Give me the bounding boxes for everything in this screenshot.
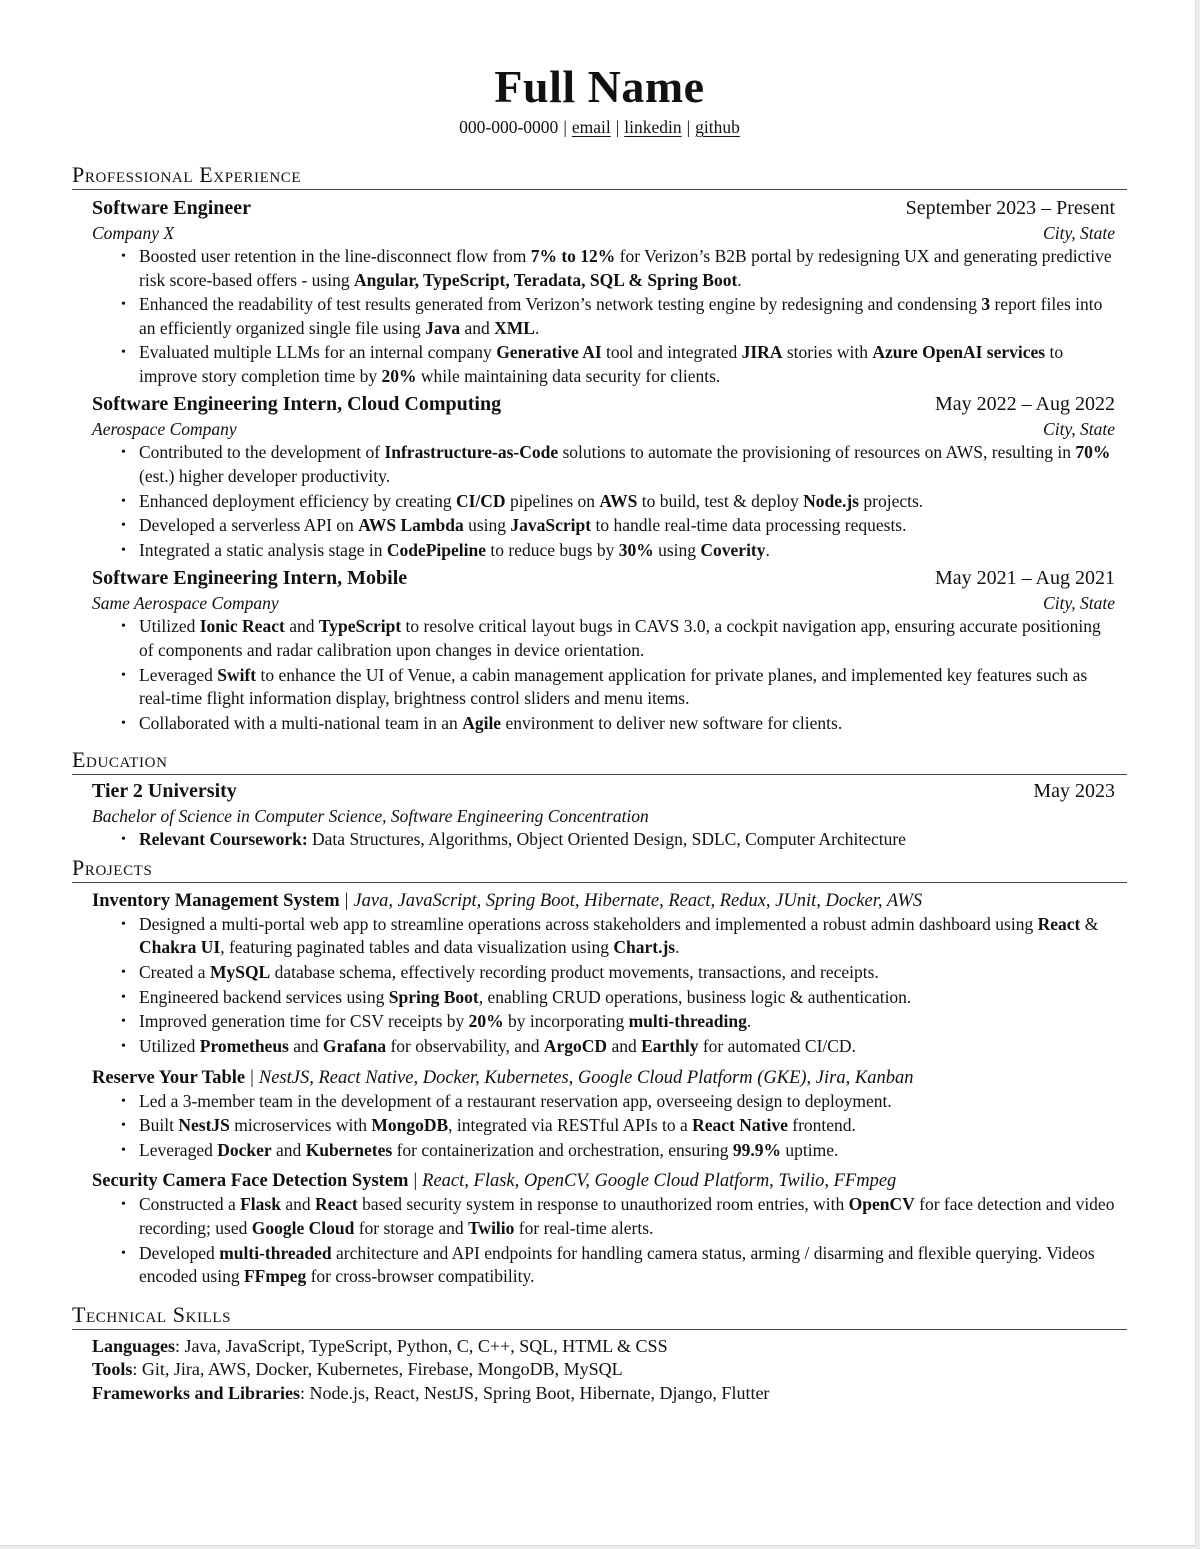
bullet-highlight: ArgoCD	[543, 1036, 608, 1057]
bullet-highlight: JavaScript	[510, 515, 592, 536]
bullet-item	[139, 539, 1115, 563]
bullet-text: Leveraged	[139, 1139, 218, 1160]
bullet-highlight: Prometheus	[199, 1036, 289, 1057]
job-header	[92, 391, 1115, 417]
bullet-highlight: MongoDB	[371, 1115, 449, 1136]
bullet-highlight: AWS	[599, 490, 638, 511]
bullet-text: pipelines on	[505, 490, 600, 511]
bullet-highlight: Kubernetes	[305, 1139, 393, 1160]
bullet-list	[92, 1090, 1115, 1163]
bullet-text: report files into an efficiently organized single file using	[139, 294, 1103, 338]
bullet-highlight: Java	[425, 317, 461, 338]
bullet-text: and	[284, 616, 319, 637]
skill-row	[92, 1335, 1127, 1359]
email-link[interactable]: email	[571, 117, 611, 137]
project-header	[92, 889, 1115, 913]
project-tech-stack: NestJS, React Native, Docker, Kubernetes, Google Cloud Platform (GKE), Jira, Kanban	[258, 1067, 914, 1088]
project-name: Security Camera Face Detection System	[92, 1171, 409, 1192]
education-entry	[72, 778, 1127, 852]
bullet-text: to enhance the UI of Venue, a cabin management application for private planes, and implemented key features such as real-time flight information display, brightness control sliders and menu items.	[139, 664, 1088, 709]
project-header	[92, 1066, 1115, 1090]
bullet-highlight: React	[314, 1194, 358, 1215]
bullet-highlight: JIRA	[741, 342, 783, 363]
job-subheader	[92, 591, 1115, 615]
project-name: Reserve Your Table	[92, 1067, 246, 1088]
bullet-highlight: Swift	[217, 664, 257, 685]
bullet-text: stories with	[782, 342, 873, 363]
bullet-text: tool and integrated	[601, 342, 742, 363]
bullet-text: for cross-browser compatibility.	[306, 1266, 535, 1287]
separator: |	[413, 1171, 418, 1192]
bullet-text: for observability, and	[386, 1036, 544, 1057]
graduation-date: May 2023	[1033, 780, 1115, 803]
bullet-text: and	[271, 1139, 306, 1160]
bullet-text: using	[463, 515, 511, 536]
education-header	[92, 778, 1115, 804]
job-header	[92, 565, 1115, 591]
coursework-label: Relevant Coursework:	[139, 829, 308, 850]
bullet-text: .	[737, 269, 742, 290]
bullet-item	[139, 245, 1115, 292]
bullet-highlight: Generative AI	[496, 342, 602, 363]
job-subheader	[92, 417, 1115, 441]
bullet-text: to improve story completion time by	[139, 342, 1064, 386]
bullet-highlight: XML	[494, 317, 535, 338]
bullet-highlight: Spring Boot	[388, 986, 479, 1007]
bullet-text: architecture and API endpoints for handling camera status, arming / disarming and flexible querying. Videos encoded using	[139, 1242, 1095, 1287]
bullet-text: for face detection and video recording; used	[139, 1194, 1115, 1238]
section-title-projects: Projects	[72, 855, 1127, 883]
section-title-experience: Professional Experience	[72, 162, 1127, 190]
project-header	[92, 1169, 1115, 1193]
full-name: Full Name	[494, 61, 705, 112]
section-title-skills: Technical Skills	[72, 1302, 1127, 1330]
bullet-text: uptime.	[781, 1139, 839, 1160]
bullet-text: , enabling CRUD operations, business logic & authentication.	[478, 986, 912, 1007]
bullet-text: solutions to automate the provisioning of resources on AWS, resulting in	[558, 442, 1076, 463]
bullet-list	[92, 441, 1115, 562]
bullet-text: to resolve critical layout bugs in CAVS 3.0, a cockpit navigation app, ensuring accurate positioning of components and radar calibration upon changes in device orientation.	[139, 616, 1101, 660]
degree-row	[92, 804, 1115, 828]
bullet-text: (est.) higher developer productivity.	[139, 465, 391, 486]
degree: Bachelor of Science in Computer Science, Software Engineering Concentration	[92, 806, 649, 827]
bullet-highlight: Angular, TypeScript, Teradata, SQL & Spring Boot	[353, 269, 738, 290]
resume-content	[72, 58, 1127, 1405]
bullet-list	[92, 1193, 1115, 1288]
bullet-highlight: Flask	[240, 1194, 281, 1215]
project-entry	[72, 889, 1127, 1059]
bullet-item	[139, 986, 1115, 1010]
bullet-text: Enhanced the readability of test results generated from Verizon’s network testing engine by redesigning and condensing	[139, 294, 982, 315]
bullet-text: , integrated via RESTful APIs to a	[448, 1115, 693, 1136]
bullet-highlight: TypeScript	[318, 616, 402, 637]
skill-label: Frameworks and Libraries	[92, 1382, 300, 1403]
bullet-highlight: Chakra UI	[139, 937, 221, 958]
bullet-text: .	[765, 539, 770, 560]
bullet-list	[92, 245, 1115, 388]
bullet-item	[139, 1090, 1115, 1114]
bullet-highlight: Ionic React	[199, 616, 285, 637]
job-title: Software Engineer	[92, 197, 252, 219]
bullet-text: by incorporating	[503, 1011, 629, 1032]
bullet-highlight: Chart.js	[613, 937, 676, 958]
bullet-text: .	[746, 1011, 752, 1032]
bullet-text: to build, test & deploy	[637, 490, 804, 511]
bullet-text: Engineered backend services using	[139, 986, 389, 1007]
bullet-highlight: Agile	[462, 712, 502, 733]
bullet-item	[139, 341, 1115, 388]
bullet-highlight: multi-threading	[628, 1011, 747, 1032]
bullet-text: Contributed to the development of	[139, 442, 385, 463]
bullet-highlight: CI/CD	[455, 490, 506, 511]
skill-values: : Git, Jira, AWS, Docker, Kubernetes, Firebase, MongoDB, MySQL	[132, 1359, 623, 1380]
linkedin-link[interactable]: linkedin	[624, 117, 682, 137]
bullet-text: for containerization and orchestration, ensuring	[392, 1139, 733, 1160]
skills-list	[72, 1335, 1127, 1406]
bullet-text: Built	[139, 1115, 179, 1136]
bullet-text: Developed a serverless API on	[139, 515, 359, 536]
bullet-text: Constructed a	[139, 1194, 241, 1215]
bullet-item	[139, 293, 1115, 340]
bullet-highlight: React	[1037, 913, 1081, 934]
skill-label: Languages	[92, 1335, 176, 1356]
bullet-highlight: 7% to 12%	[530, 246, 616, 266]
bullet-highlight: Grafana	[322, 1036, 387, 1057]
bullet-text: Utilized	[139, 616, 200, 637]
bullet-text: Led a 3-member team in the development of a restaurant reservation app, overseeing design to deployment.	[139, 1090, 892, 1111]
section-title-education: Education	[72, 747, 1127, 775]
bullet-item	[139, 1010, 1115, 1034]
skill-values: : Java, JavaScript, TypeScript, Python, C, C++, SQL, HTML & CSS	[175, 1335, 668, 1356]
experience-entry	[72, 391, 1127, 562]
coursework-item	[139, 828, 1115, 852]
bullet-text: for storage and	[354, 1217, 469, 1238]
bullet-text: Created a	[139, 962, 210, 982]
bullet-item	[139, 712, 1115, 736]
separator: |	[563, 117, 567, 137]
bullet-text: Designed a multi-portal web app to streamline operations across stakeholders and implemented a robust admin dashboard using	[139, 913, 1038, 934]
bullet-highlight: MySQL	[209, 962, 271, 982]
bullet-text: and	[460, 317, 495, 338]
job-dates: September 2023 – Present	[905, 197, 1115, 219]
project-tech-stack: Java, JavaScript, Spring Boot, Hibernate, React, Redux, JUnit, Docker, AWS	[353, 890, 923, 911]
project-entry	[72, 1066, 1127, 1163]
bullet-text: while maintaining data security for clients.	[416, 365, 721, 386]
skill-row	[92, 1382, 1127, 1406]
bullet-text: Enhanced deployment efficiency by creating	[139, 490, 456, 511]
bullet-highlight: 99.9%	[732, 1139, 781, 1160]
experience-list	[72, 195, 1127, 735]
bullet-highlight: Node.js	[803, 490, 859, 511]
bullet-text: for Verizon’s B2B portal by redesigning UX and generating predictive risk score-based offers - using	[139, 246, 1112, 290]
bullet-highlight: CodePipeline	[386, 539, 487, 560]
job-header	[92, 195, 1115, 221]
bullet-item	[139, 664, 1115, 711]
bullet-text: Leveraged	[139, 664, 218, 685]
project-tech-stack: React, Flask, OpenCV, Google Cloud Platform, Twilio, FFmpeg	[422, 1171, 897, 1192]
bullet-list	[92, 913, 1115, 1059]
experience-entry	[72, 565, 1127, 735]
skill-values: : Node.js, React, NestJS, Spring Boot, Hibernate, Django, Flutter	[299, 1382, 770, 1403]
skill-label: Tools	[92, 1359, 133, 1380]
company-name: Aerospace Company	[92, 419, 237, 440]
bullet-text: &	[1080, 913, 1099, 934]
bullet-item	[139, 913, 1115, 960]
bullet-text: Integrated a static analysis stage in	[139, 539, 387, 560]
bullet-highlight: multi-threaded	[219, 1242, 332, 1263]
bullet-item	[139, 441, 1115, 488]
bullet-item	[139, 1139, 1115, 1163]
bullet-highlight: Google Cloud	[251, 1217, 355, 1238]
bullet-highlight: Earthly	[641, 1036, 699, 1057]
bullet-text: Collaborated with a multi-national team in an	[139, 712, 463, 733]
bullet-text: frontend.	[787, 1115, 856, 1136]
phone-number: 000-000-0000	[459, 117, 559, 137]
bullet-text: to reduce bugs by	[486, 539, 619, 560]
bullet-text: Improved generation time for CSV receipts by	[139, 1011, 469, 1032]
bullet-highlight: Infrastructure-as-Code	[384, 442, 559, 463]
bullet-item	[139, 1193, 1115, 1240]
bullet-text: environment to deliver new software for clients.	[501, 712, 843, 733]
bullet-text: based security system in response to unauthorized room entries, with	[357, 1194, 849, 1215]
separator: |	[615, 117, 620, 137]
bullet-highlight: Azure OpenAI services	[872, 342, 1046, 363]
contact-line	[72, 116, 1127, 138]
bullet-highlight: 30%	[618, 539, 654, 560]
bullet-item	[139, 615, 1115, 662]
bullet-highlight: Coverity	[700, 539, 766, 560]
bullet-list	[92, 615, 1115, 735]
bullet-highlight: Docker	[217, 1139, 272, 1160]
bullet-item	[139, 490, 1115, 514]
bullet-highlight: OpenCV	[848, 1194, 915, 1215]
bullet-text: .	[675, 937, 680, 958]
job-location: City, State	[1043, 593, 1115, 614]
bullet-text: Developed	[139, 1242, 220, 1263]
bullet-text: and	[607, 1036, 642, 1057]
bullet-highlight: 20%	[381, 365, 417, 386]
bullet-text: and	[280, 1194, 315, 1215]
bullet-item	[139, 1242, 1115, 1289]
separator: |	[250, 1067, 254, 1088]
bullet-text: database schema, effectively recording product movements, transactions, and receipts.	[270, 962, 879, 982]
bullet-item	[139, 961, 1115, 985]
coursework-list: Data Structures, Algorithms, Object Oriented Design, SDLC, Computer Architecture	[307, 829, 906, 850]
bullet-highlight: 3	[981, 294, 991, 315]
bullet-text: for automated CI/CD.	[698, 1036, 856, 1057]
bullet-text: Evaluated multiple LLMs for an internal company	[139, 342, 497, 363]
job-dates: May 2022 – Aug 2022	[935, 393, 1115, 416]
project-list	[72, 889, 1127, 1289]
bullet-item	[139, 1035, 1115, 1059]
job-title: Software Engineering Intern, Cloud Computing	[92, 393, 502, 416]
project-name: Inventory Management System	[92, 890, 340, 911]
job-location: City, State	[1043, 223, 1115, 243]
separator: |	[344, 890, 349, 911]
bullet-highlight: 70%	[1075, 442, 1111, 463]
project-entry	[72, 1169, 1127, 1288]
company-name: Same Aerospace Company	[92, 593, 279, 614]
bullet-text: to handle real-time data processing requests.	[591, 515, 907, 536]
bullet-item	[139, 1114, 1115, 1138]
bullet-highlight: Twilio	[468, 1217, 515, 1238]
skill-row	[92, 1358, 1127, 1382]
bullet-highlight: 20%	[468, 1011, 504, 1032]
job-location: City, State	[1043, 419, 1115, 440]
company-name: Company X	[92, 223, 175, 243]
bullet-text: and	[288, 1036, 323, 1057]
bullet-highlight: React Native	[692, 1115, 788, 1136]
bullet-item	[139, 514, 1115, 538]
bullet-highlight: AWS Lambda	[358, 515, 464, 536]
bullet-text: projects.	[859, 490, 924, 511]
bullet-text: Utilized	[139, 1036, 200, 1057]
bullet-text: .	[534, 317, 540, 338]
bullet-text: , featuring paginated tables and data visualization using	[220, 937, 614, 958]
bullet-text: microservices with	[229, 1115, 372, 1136]
bullet-text: for real-time alerts.	[514, 1217, 654, 1238]
experience-entry	[72, 195, 1127, 388]
bullet-highlight: NestJS	[178, 1115, 230, 1136]
school-name: Tier 2 University	[92, 780, 237, 803]
education-bullets	[92, 828, 1115, 852]
bullet-text: Boosted user retention in the line-disconnect flow from	[139, 246, 531, 266]
job-dates: May 2021 – Aug 2021	[935, 567, 1115, 590]
github-link[interactable]: github	[695, 117, 740, 137]
bullet-text: using	[653, 539, 701, 560]
bullet-highlight: FFmpeg	[243, 1266, 307, 1287]
job-title: Software Engineering Intern, Mobile	[92, 567, 408, 590]
separator: |	[686, 117, 691, 137]
job-subheader	[92, 221, 1115, 245]
